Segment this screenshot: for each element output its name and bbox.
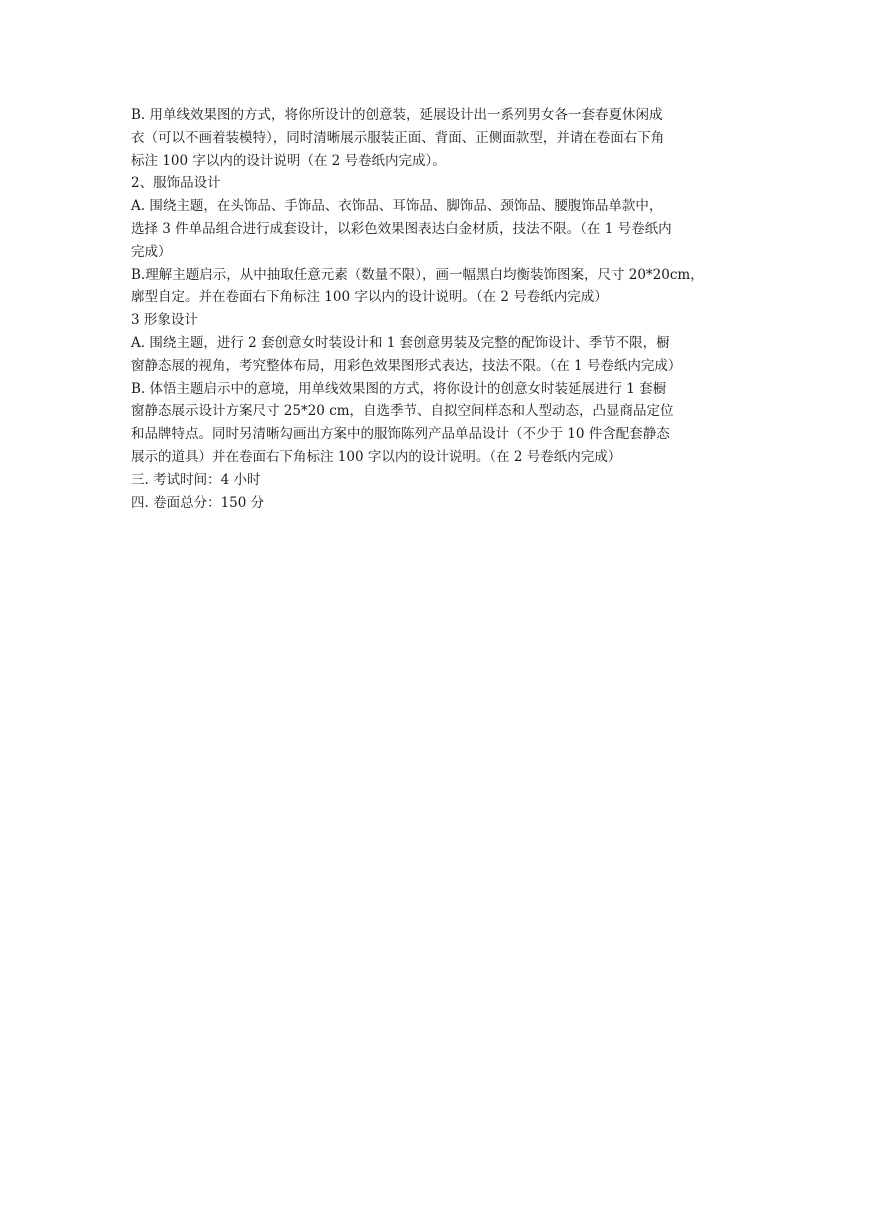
text-line: 标注 100 字以内的设计说明（在 2 号卷纸内完成）。 (131, 152, 446, 169)
text-line: B.理解主题启示，从中抽取任意元素（数量不限），画一幅黑白均衡装饰图案，尺寸 20*20cm， (131, 266, 704, 283)
text-line: 窗静态展示设计方案尺寸 25*20 cm，自选季节、自拟空间样态和人型动态，凸显商品定位 (131, 403, 674, 420)
total-score: 四. 卷面总分：150 分 (131, 494, 265, 511)
text-line: 廓型自定。并在卷面右下角标注 100 字以内的设计说明。（在 2 号卷纸内完成） (131, 289, 608, 306)
text-line: 完成） (131, 243, 172, 260)
text-line: 选择 3 件单品组合进行成套设计，以彩色效果图表达白金材质，技法不限。（在 1 号卷纸内 (131, 220, 672, 237)
exam-time: 三. 考试时间：4 小时 (131, 471, 261, 488)
text-line: 衣（可以不画着装模特），同时清晰展示服装正面、背面、正侧面款型，并请在卷面右下角 (131, 129, 665, 146)
text-line: A. 围绕主题，进行 2 套创意女时装设计和 1 套创意男装及完整的配饰设计、季节不限，橱 (131, 334, 670, 351)
text-line: B. 用单线效果图的方式，将你所设计的创意装，延展设计出一系列男女各一套春夏休闲成 (131, 107, 663, 123)
section-heading: 2、服饰品设计 (131, 175, 221, 192)
section-heading: 3 形象设计 (131, 312, 198, 329)
document-body (131, 104, 743, 514)
text-line: 和品牌特点。同时另清晰勾画出方案中的服饰陈列产品单品设计（不少于 10 件含配套静态 (131, 426, 670, 443)
text-line: A. 围绕主题，在头饰品、手饰品、衣饰品、耳饰品、脚饰品、颈饰品、腰腹饰品单款中， (131, 198, 663, 215)
text-line: 展示的道具）并在卷面右下角标注 100 字以内的设计说明。（在 2 号卷纸内完成） (131, 448, 622, 465)
text-line: 窗静态展的视角，考究整体布局，用彩色效果图形式表达，技法不限。（在 1 号卷纸内完成） (131, 357, 682, 374)
text-line: B. 体悟主题启示中的意境，用单线效果图的方式，将你设计的创意女时装延展进行 1 套橱 (131, 380, 667, 397)
